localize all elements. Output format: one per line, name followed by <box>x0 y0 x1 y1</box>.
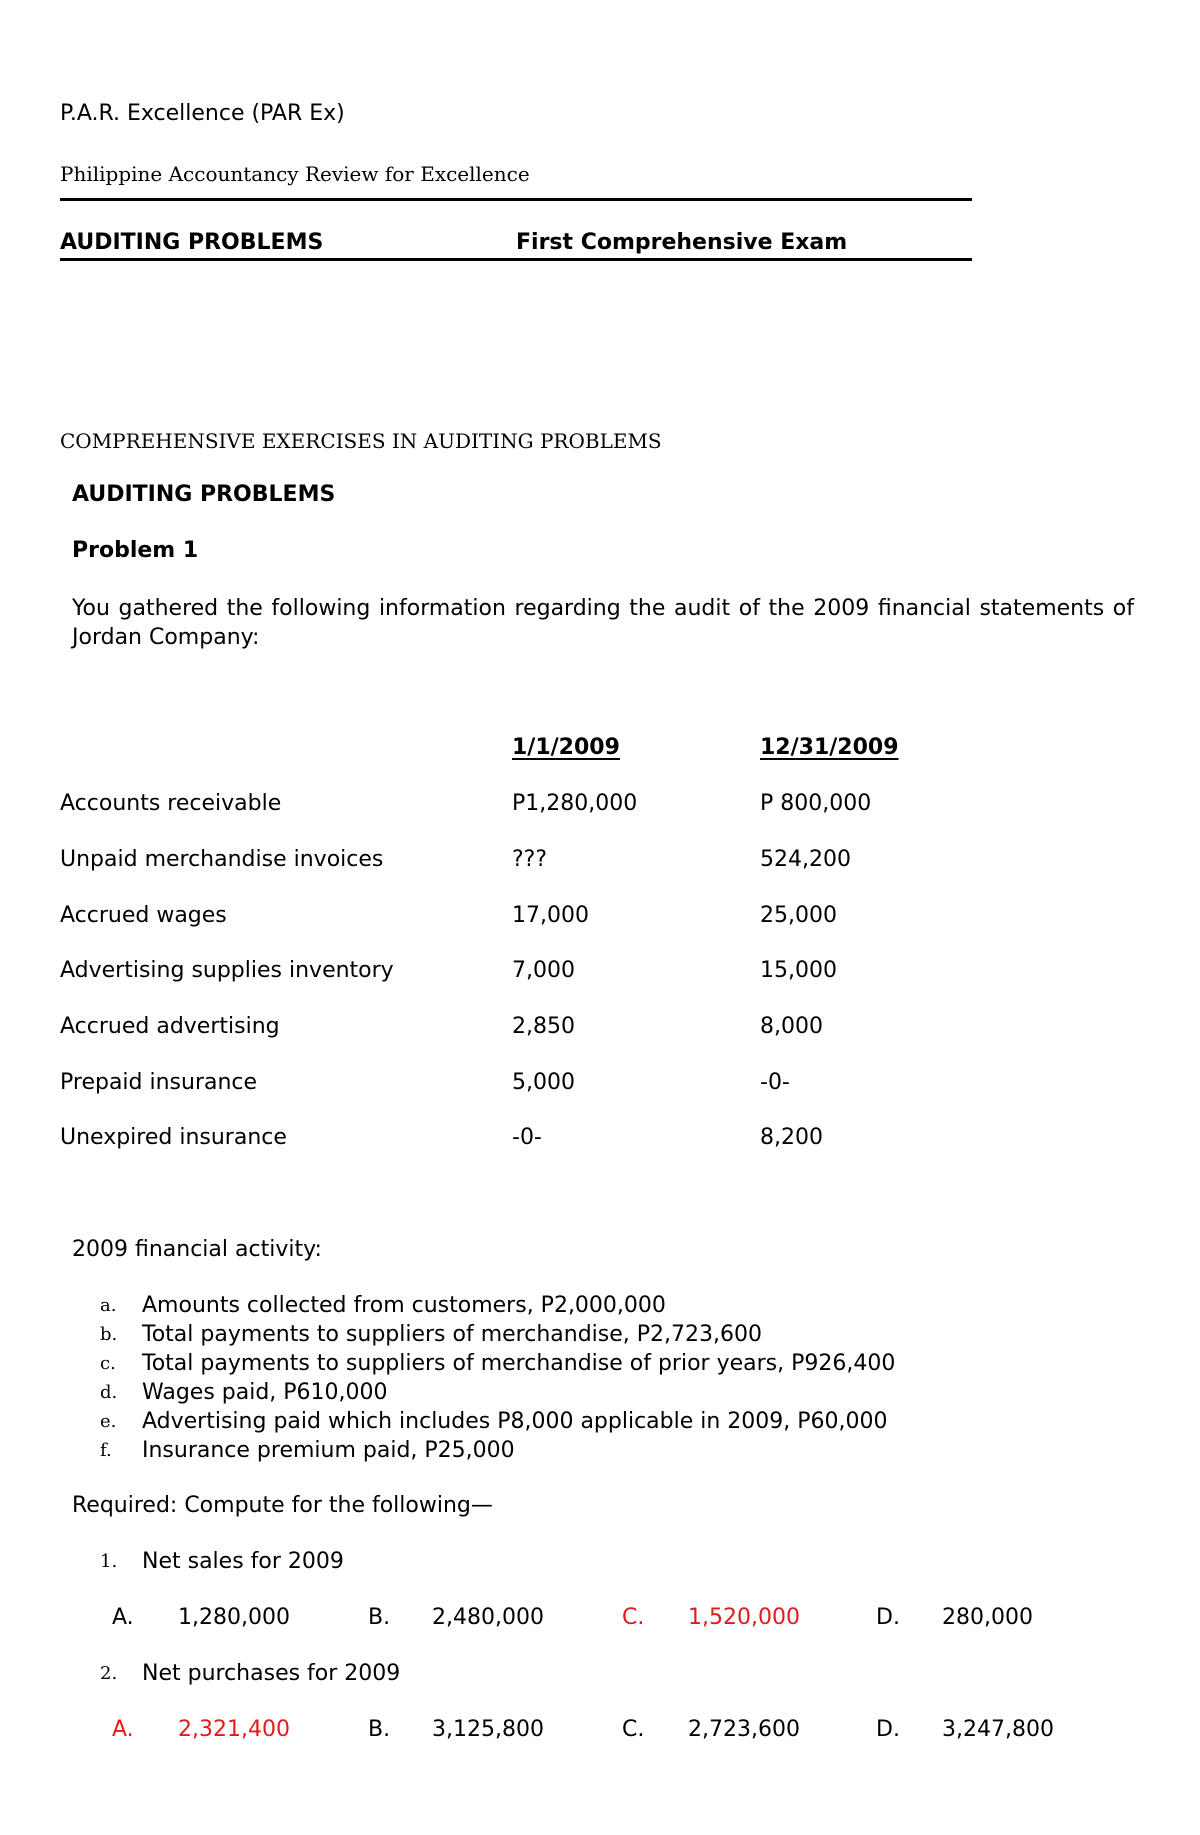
choice-letter-correct[interactable]: A. <box>112 1717 134 1742</box>
table-row <box>60 903 1060 933</box>
row-value-start: P1,280,000 <box>512 791 638 816</box>
list-marker: a. <box>100 1295 117 1316</box>
section-heading: AUDITING PROBLEMS <box>72 482 336 507</box>
activity-title: 2009 financial activity: <box>72 1237 322 1262</box>
exam-label: First Comprehensive Exam <box>516 230 848 255</box>
choice-value[interactable]: 2,723,600 <box>688 1717 800 1742</box>
row-value-end: P 800,000 <box>760 791 872 816</box>
choice-letter[interactable]: D. <box>876 1717 900 1742</box>
question-1-choices <box>0 1605 1200 1635</box>
table-row <box>60 958 1060 988</box>
row-value-end: 15,000 <box>760 958 837 983</box>
list-text: Wages paid, P610,000 <box>142 1380 388 1405</box>
question-2-choices <box>0 1717 1200 1747</box>
header-rule-bottom <box>60 258 972 261</box>
choice-letter[interactable]: D. <box>876 1605 900 1630</box>
list-marker: d. <box>100 1382 118 1403</box>
list-marker: f. <box>100 1440 112 1461</box>
column-header-start: 1/1/2009 <box>512 735 620 760</box>
question-number: 2. <box>100 1663 118 1684</box>
choice-value[interactable]: 2,480,000 <box>432 1605 544 1630</box>
table-row <box>60 1070 1060 1100</box>
problem-title: Problem 1 <box>72 538 199 563</box>
choice-letter-correct[interactable]: C. <box>622 1605 645 1630</box>
column-header-end: 12/31/2009 <box>760 735 899 760</box>
choice-letter[interactable]: A. <box>112 1605 134 1630</box>
choice-value[interactable]: 3,125,800 <box>432 1717 544 1742</box>
row-value-start: ??? <box>512 847 548 872</box>
row-label: Unpaid merchandise invoices <box>60 847 384 872</box>
list-text: Total payments to suppliers of merchandise of prior years, P926,400 <box>142 1351 896 1376</box>
list-text: Advertising paid which includes P8,000 applicable in 2009, P60,000 <box>142 1409 888 1434</box>
list-text: Amounts collected from customers, P2,000,000 <box>142 1293 666 1318</box>
list-marker: e. <box>100 1411 117 1432</box>
row-value-end: -0- <box>760 1070 790 1095</box>
header-rule-top <box>60 198 972 201</box>
table-row <box>60 791 1060 821</box>
choice-value[interactable]: 280,000 <box>942 1605 1033 1630</box>
list-text: Insurance premium paid, P25,000 <box>142 1438 515 1463</box>
choice-letter[interactable]: C. <box>622 1717 645 1742</box>
choice-value-correct[interactable]: 2,321,400 <box>178 1717 290 1742</box>
choice-value[interactable]: 1,280,000 <box>178 1605 290 1630</box>
list-marker: c. <box>100 1353 116 1374</box>
question-number: 1. <box>100 1551 118 1572</box>
row-value-end: 524,200 <box>760 847 851 872</box>
list-text: Total payments to suppliers of merchandise, P2,723,600 <box>142 1322 762 1347</box>
row-value-end: 25,000 <box>760 903 837 928</box>
row-label: Accounts receivable <box>60 791 282 816</box>
list-marker: b. <box>100 1324 118 1345</box>
brand-subtitle: Philippine Accountancy Review for Excellence <box>60 162 530 186</box>
row-value-end: 8,200 <box>760 1125 823 1150</box>
row-label: Accrued wages <box>60 903 227 928</box>
row-label: Accrued advertising <box>60 1014 280 1039</box>
question-text: Net sales for 2009 <box>142 1549 344 1574</box>
required-label: Required: Compute for the following— <box>72 1493 493 1518</box>
subject-label: AUDITING PROBLEMS <box>60 230 324 255</box>
table-row <box>60 1125 1060 1155</box>
brand-title: P.A.R. Excellence (PAR Ex) <box>60 101 345 126</box>
choice-value-correct[interactable]: 1,520,000 <box>688 1605 800 1630</box>
question-text: Net purchases for 2009 <box>142 1661 401 1686</box>
row-value-start: 7,000 <box>512 958 575 983</box>
row-label: Prepaid insurance <box>60 1070 258 1095</box>
problem-intro: You gathered the following information regarding the audit of the 2009 financial statements of Jordan Company: <box>72 596 1134 650</box>
table-row <box>60 847 1060 877</box>
row-value-start: 5,000 <box>512 1070 575 1095</box>
row-value-start: 17,000 <box>512 903 589 928</box>
section-title: COMPREHENSIVE EXERCISES IN AUDITING PROBLEMS <box>60 429 662 453</box>
row-label: Unexpired insurance <box>60 1125 287 1150</box>
choice-value[interactable]: 3,247,800 <box>942 1717 1054 1742</box>
row-value-start: 2,850 <box>512 1014 575 1039</box>
table-row <box>60 1014 1060 1044</box>
row-value-start: -0- <box>512 1125 542 1150</box>
choice-letter[interactable]: B. <box>368 1717 391 1742</box>
choice-letter[interactable]: B. <box>368 1605 391 1630</box>
row-label: Advertising supplies inventory <box>60 958 394 983</box>
row-value-end: 8,000 <box>760 1014 823 1039</box>
